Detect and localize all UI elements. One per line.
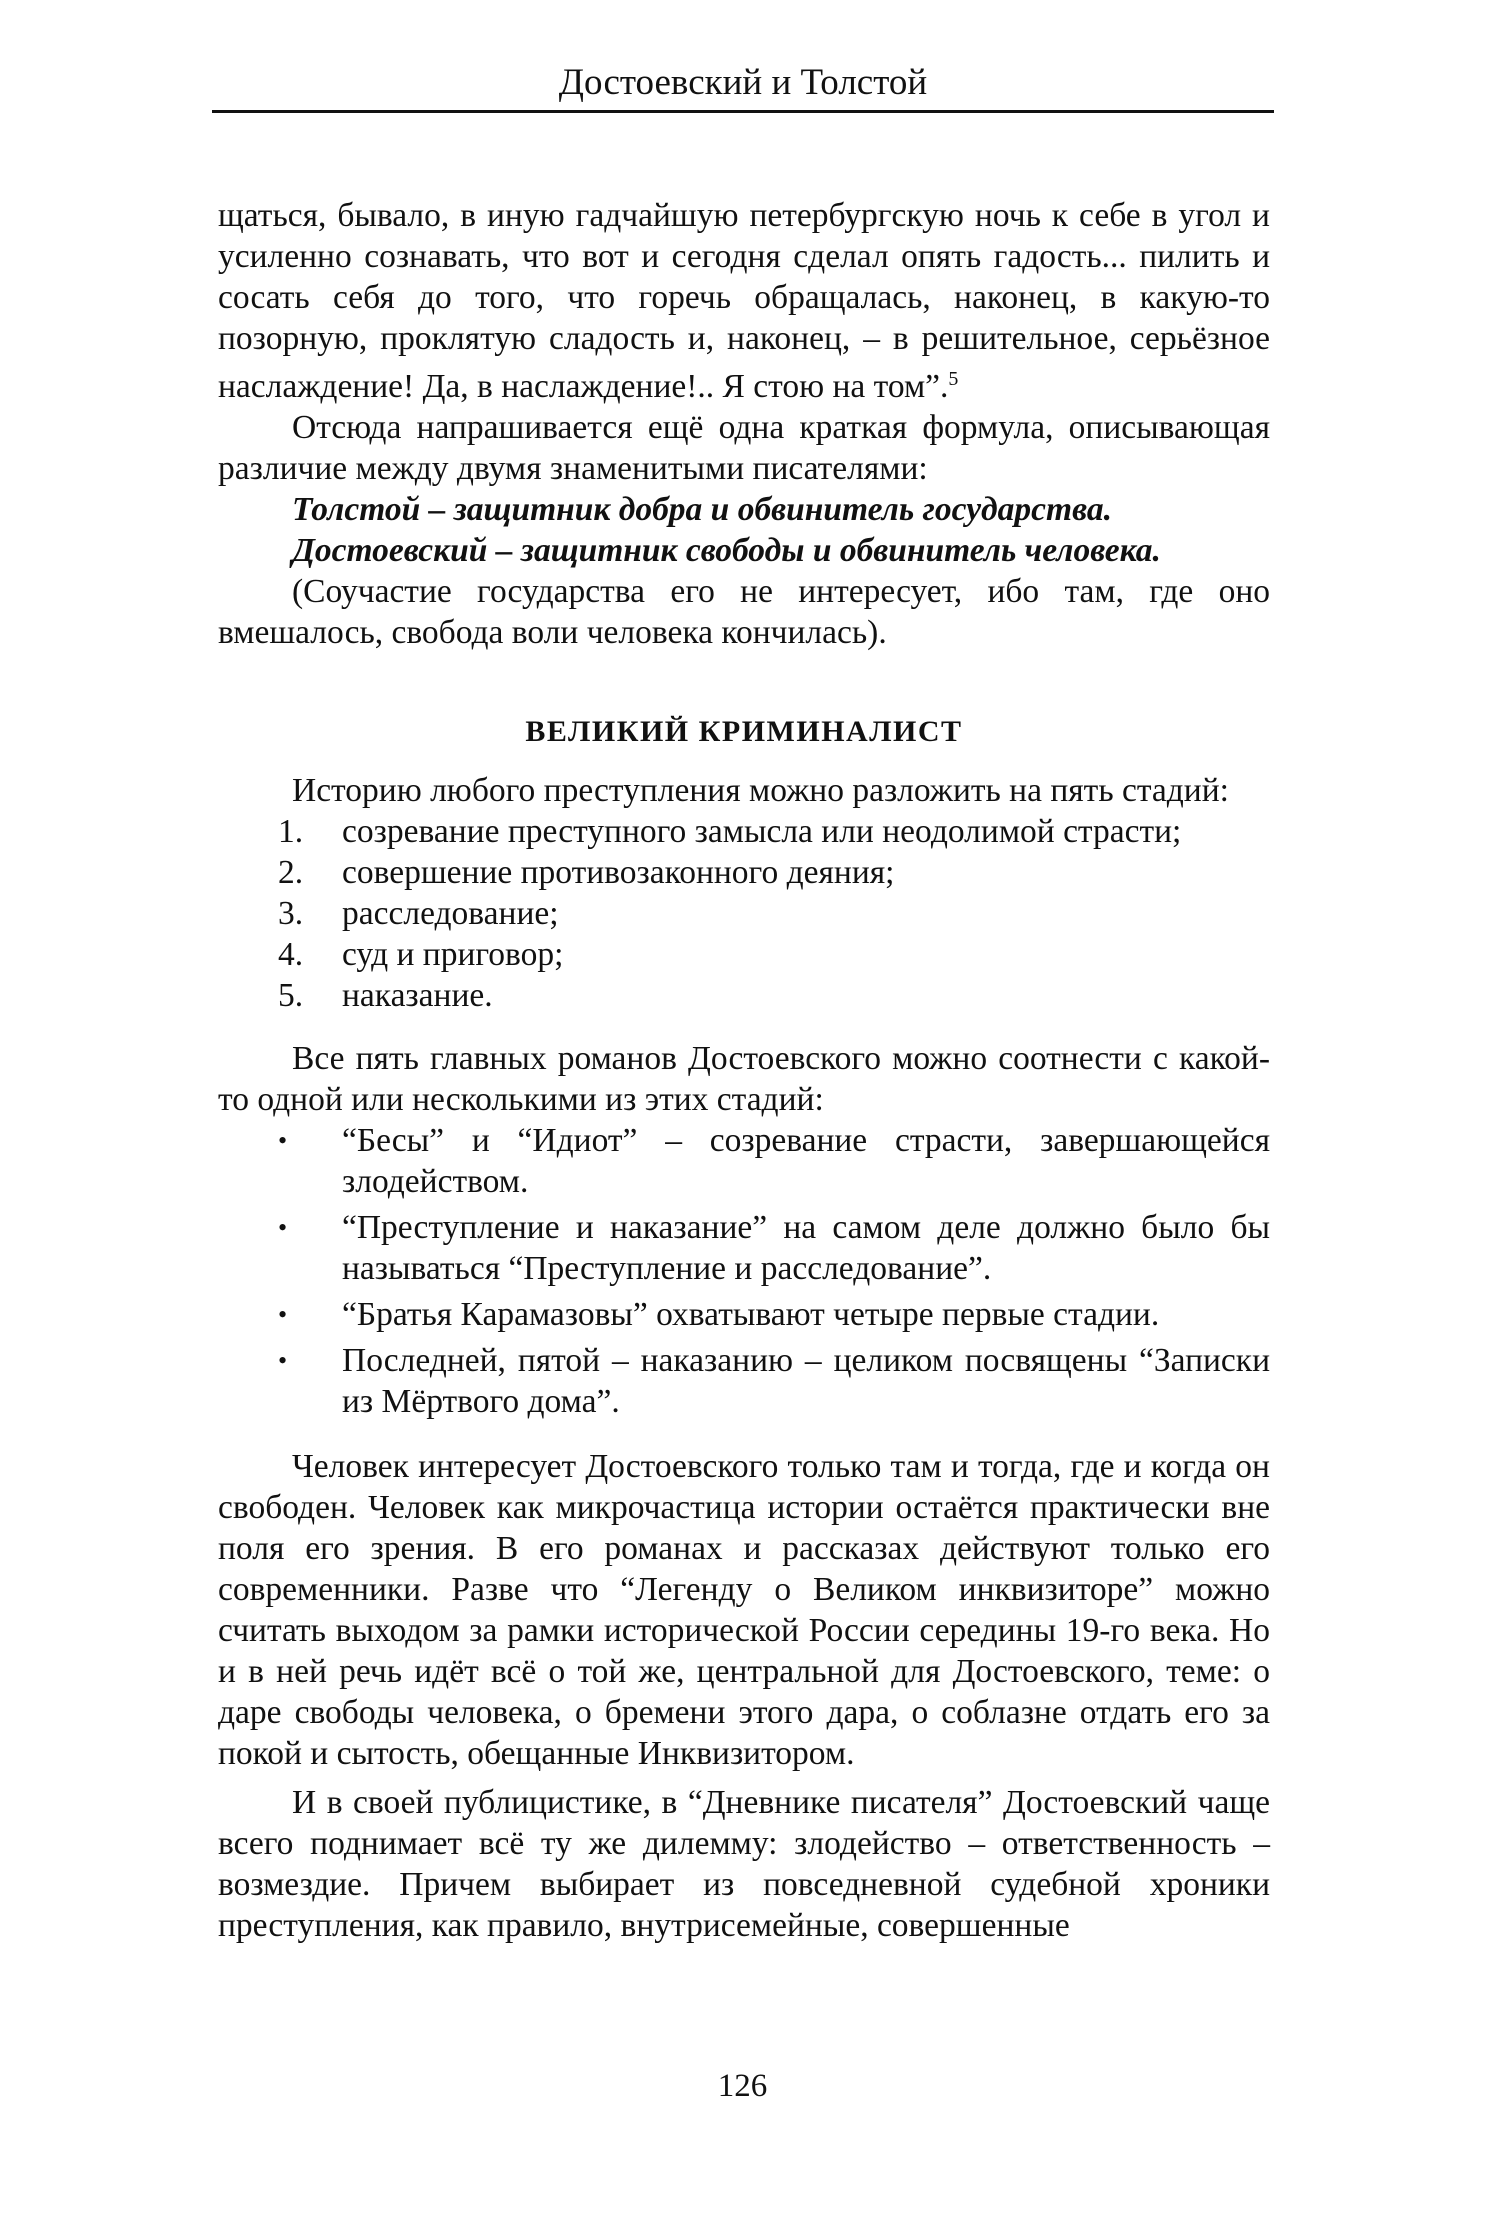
list-item bbox=[278, 1340, 1270, 1422]
list-item bbox=[278, 852, 1270, 893]
list-item-text: “Преступление и наказание” на самом деле должно было бы называться “Преступление и расследование”. bbox=[342, 1209, 1270, 1288]
paragraph: Отсюда напрашивается ещё одна краткая формула, описывающая различие между двумя знаменитыми писателями: bbox=[218, 409, 1270, 488]
paragraph-text: щаться, бывало, в иную гадчайшую петербургскую ночь к себе в угол и усиленно сознавать, что вот и сегодня сделал опять гадость... пилить и сосать себя до того, что горечь обращалась, наконец, в какую-то позорную, проклятую сладость и, наконец, – в решительное, серьёзное наслаждение! Да, в наслаждение!.. Я стою на том”. bbox=[218, 197, 1270, 406]
list-item bbox=[278, 1120, 1270, 1202]
list-item bbox=[278, 1207, 1270, 1289]
list-number: 4. bbox=[278, 936, 304, 974]
paragraph: Все пять главных романов Достоевского можно соотнести с какой-то одной или несколькими из этих стадий: bbox=[218, 1040, 1270, 1119]
list-item bbox=[278, 934, 1270, 975]
list-number: 1. bbox=[278, 813, 304, 851]
list-item bbox=[278, 811, 1270, 852]
page-body bbox=[218, 195, 1270, 1946]
paragraph: (Соучастие государства его не интересует, ибо там, где оно вмешалось, свобода воли человека кончилась). bbox=[218, 573, 1270, 652]
list-item bbox=[278, 975, 1270, 1016]
list-number: 3. bbox=[278, 895, 304, 933]
list-item-text: “Братья Карамазовы” охватывают четыре первые стадии. bbox=[342, 1296, 1160, 1334]
paragraph: Человек интересует Достоевского только там и тогда, где и когда он свободен. Человек как микрочастица истории остаётся практически вне поля его зрения. В его романах и рассказах действуют только его современники. Разве что “Легенду о Великом инквизиторе” можно считать выходом за рамки исторической России середины 19-го века. Но и в ней речь идёт всё о той же, центральной для Достоевского, теме: о даре свободы человека, о бремени этого дара, о соблазне отдать его за покой и сытость, обещанные Инквизитором. bbox=[218, 1448, 1270, 1773]
list-number: 2. bbox=[278, 854, 304, 892]
list-item-text: совершение противозаконного деяния; bbox=[342, 854, 895, 892]
paragraph: Историю любого преступления можно разложить на пять стадий: bbox=[292, 772, 1229, 810]
list-item-text: расследование; bbox=[342, 895, 559, 933]
list-number: 5. bbox=[278, 977, 304, 1015]
novels-list bbox=[278, 1120, 1270, 1422]
header-rule bbox=[212, 110, 1274, 113]
bullet-icon: • bbox=[278, 1126, 288, 1156]
maxim-tolstoy: Толстой – защитник добра и обвинитель государства. bbox=[292, 491, 1112, 529]
list-item-text: суд и приговор; bbox=[342, 936, 564, 974]
section-heading: ВЕЛИКИЙ КРИМИНАЛИСТ bbox=[525, 715, 963, 749]
list-item bbox=[278, 1294, 1270, 1335]
list-item bbox=[278, 893, 1270, 934]
bullet-icon: • bbox=[278, 1213, 288, 1243]
paragraph: И в своей публицистике, в “Дневнике писателя” Достоевский чаще всего поднимает всё ту же дилемму: злодейство – ответственность – возмездие. Причем выбирает из повседневной судебной хроники преступления, как правило, внутрисемейные, совершенные bbox=[218, 1784, 1270, 1945]
list-item-text: созревание преступного замысла или неодолимой страсти; bbox=[342, 813, 1182, 851]
page-number: 126 bbox=[717, 2068, 768, 2104]
running-head: Достоевский и Толстой bbox=[558, 62, 928, 103]
list-item-text: наказание. bbox=[342, 977, 493, 1015]
maxim-dostoevsky: Достоевский – защитник свободы и обвинитель человека. bbox=[292, 532, 1161, 570]
paragraph-continuation bbox=[218, 195, 1270, 407]
bullet-icon: • bbox=[278, 1346, 288, 1376]
list-item-text: Последней, пятой – наказанию – целиком посвящены “Записки из Мёртвого дома”. bbox=[342, 1342, 1270, 1421]
list-item-text: “Бесы” и “Идиот” – созревание страсти, завершающейся злодейством. bbox=[342, 1122, 1270, 1201]
bullet-icon: • bbox=[278, 1300, 288, 1330]
stages-list bbox=[278, 811, 1270, 1016]
footnote-marker[interactable]: 5 bbox=[948, 368, 959, 390]
